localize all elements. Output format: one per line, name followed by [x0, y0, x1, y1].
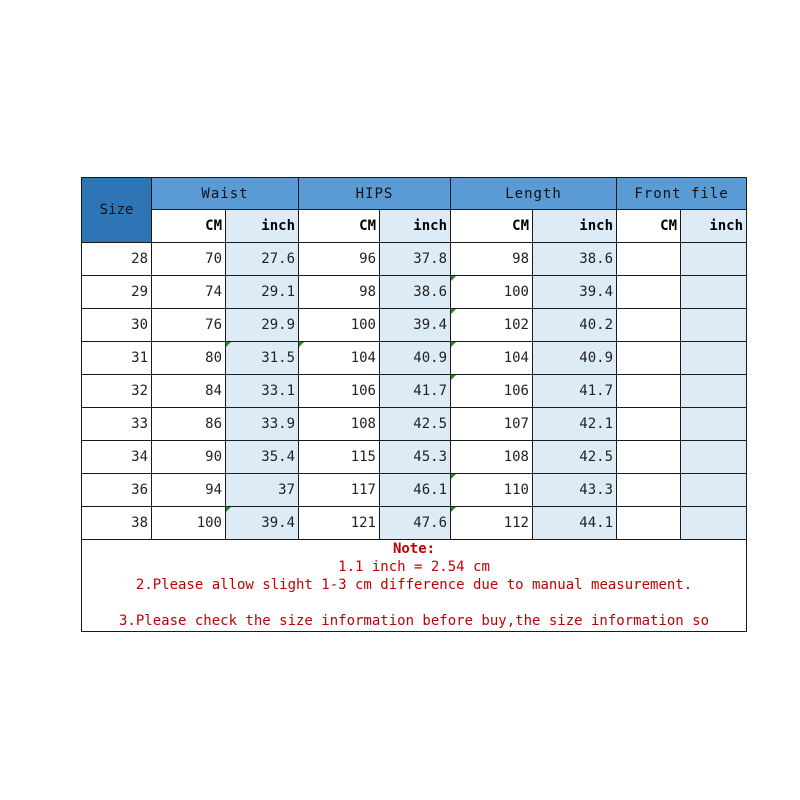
size-cell: 32 — [82, 375, 152, 408]
length-cm-cell: 102 — [451, 309, 533, 342]
front-file-inch-cell — [681, 408, 747, 441]
hips-inch-cell: 38.6 — [380, 276, 451, 309]
size-cell: 34 — [82, 441, 152, 474]
length-inch-cell: 39.4 — [533, 276, 617, 309]
comment-flag-icon — [226, 507, 231, 512]
hips-inch-cell: 40.9 — [380, 342, 451, 375]
size-chart — [81, 177, 746, 632]
waist-cm-cell: 70 — [152, 243, 226, 276]
hips-inch-cell: 47.6 — [380, 507, 451, 540]
front-file-cm-cell — [617, 375, 681, 408]
length-inch-cell: 42.1 — [533, 408, 617, 441]
waist-header: Waist — [152, 178, 299, 210]
front-file-cm-cell — [617, 474, 681, 507]
note-line-3: 3.Please check the size information before buy,the size information so — [119, 613, 710, 629]
waist-inch-header: inch — [226, 210, 299, 243]
front-file-cm-cell — [617, 243, 681, 276]
waist-cm-cell: 94 — [152, 474, 226, 507]
size-header: Size — [82, 178, 152, 243]
hips-cm-header: CM — [299, 210, 380, 243]
waist-inch-cell: 29.1 — [226, 276, 299, 309]
waist-inch-cell: 39.4 — [226, 507, 299, 540]
length-cm-cell: 108 — [451, 441, 533, 474]
hips-inch-cell: 42.5 — [380, 408, 451, 441]
size-cell: 28 — [82, 243, 152, 276]
hips-inch-cell: 45.3 — [380, 441, 451, 474]
front-file-inch-cell — [681, 474, 747, 507]
hips-inch-cell: 41.7 — [380, 375, 451, 408]
front-file-inch-header: inch — [681, 210, 747, 243]
size-cell: 31 — [82, 342, 152, 375]
length-cm-cell: 106 — [451, 375, 533, 408]
comment-flag-icon — [451, 474, 456, 479]
length-header: Length — [451, 178, 617, 210]
table-row — [82, 408, 747, 441]
waist-cm-cell: 74 — [152, 276, 226, 309]
length-inch-header: inch — [533, 210, 617, 243]
length-inch-cell: 38.6 — [533, 243, 617, 276]
waist-cm-cell: 100 — [152, 507, 226, 540]
hips-inch-cell: 46.1 — [380, 474, 451, 507]
front-file-cm-cell — [617, 276, 681, 309]
table-row — [82, 342, 747, 375]
hips-cm-cell: 106 — [299, 375, 380, 408]
size-cell: 33 — [82, 408, 152, 441]
size-cell: 30 — [82, 309, 152, 342]
size-table — [81, 177, 747, 632]
front-file-inch-cell — [681, 276, 747, 309]
front-file-inch-cell — [681, 342, 747, 375]
length-cm-cell: 98 — [451, 243, 533, 276]
length-inch-cell: 40.2 — [533, 309, 617, 342]
hips-cm-cell: 117 — [299, 474, 380, 507]
waist-cm-cell: 90 — [152, 441, 226, 474]
table-row — [82, 243, 747, 276]
size-cell: 38 — [82, 507, 152, 540]
comment-flag-icon — [451, 342, 456, 347]
note-line-1: 1.1 inch = 2.54 cm — [338, 559, 490, 575]
front-file-inch-cell — [681, 375, 747, 408]
front-file-cm-cell — [617, 309, 681, 342]
hips-cm-cell: 104 — [299, 342, 380, 375]
hips-inch-cell: 37.8 — [380, 243, 451, 276]
front-file-inch-cell — [681, 243, 747, 276]
waist-cm-header: CM — [152, 210, 226, 243]
waist-cm-cell: 84 — [152, 375, 226, 408]
waist-inch-cell: 27.6 — [226, 243, 299, 276]
hips-cm-cell: 121 — [299, 507, 380, 540]
hips-header: HIPS — [299, 178, 451, 210]
length-cm-cell: 107 — [451, 408, 533, 441]
comment-flag-icon — [451, 309, 456, 314]
length-cm-cell: 112 — [451, 507, 533, 540]
hips-cm-cell: 115 — [299, 441, 380, 474]
note-line-2: 2.Please allow slight 1-3 cm difference due to manual measurement. — [135, 577, 693, 593]
size-cell: 36 — [82, 474, 152, 507]
waist-inch-cell: 33.9 — [226, 408, 299, 441]
length-cm-header: CM — [451, 210, 533, 243]
waist-inch-cell: 29.9 — [226, 309, 299, 342]
comment-flag-icon — [451, 276, 456, 281]
hips-inch-cell: 39.4 — [380, 309, 451, 342]
waist-cm-cell: 76 — [152, 309, 226, 342]
comment-flag-icon — [451, 375, 456, 380]
waist-cm-cell: 80 — [152, 342, 226, 375]
hips-inch-header: inch — [380, 210, 451, 243]
waist-inch-cell: 37 — [226, 474, 299, 507]
length-cm-cell: 104 — [451, 342, 533, 375]
hips-cm-cell: 98 — [299, 276, 380, 309]
front-file-cm-cell — [617, 507, 681, 540]
length-inch-cell: 43.3 — [533, 474, 617, 507]
front-file-cm-cell — [617, 408, 681, 441]
comment-flag-icon — [299, 342, 304, 347]
table-row — [82, 276, 747, 309]
length-inch-cell: 42.5 — [533, 441, 617, 474]
size-cell: 29 — [82, 276, 152, 309]
note-title: Note: — [392, 541, 436, 557]
front-file-cm-header: CM — [617, 210, 681, 243]
front-file-header: Front file — [617, 178, 747, 210]
length-inch-cell: 41.7 — [533, 375, 617, 408]
comment-flag-icon — [451, 507, 456, 512]
table-row — [82, 441, 747, 474]
table-row — [82, 474, 747, 507]
waist-inch-cell: 33.1 — [226, 375, 299, 408]
front-file-inch-cell — [681, 507, 747, 540]
length-inch-cell: 44.1 — [533, 507, 617, 540]
notes-cell — [82, 540, 747, 632]
waist-inch-cell: 35.4 — [226, 441, 299, 474]
length-cm-cell: 110 — [451, 474, 533, 507]
waist-cm-cell: 86 — [152, 408, 226, 441]
comment-flag-icon — [226, 342, 231, 347]
hips-cm-cell: 100 — [299, 309, 380, 342]
length-cm-cell: 100 — [451, 276, 533, 309]
front-file-cm-cell — [617, 342, 681, 375]
table-row — [82, 375, 747, 408]
front-file-cm-cell — [617, 441, 681, 474]
length-inch-cell: 40.9 — [533, 342, 617, 375]
front-file-inch-cell — [681, 441, 747, 474]
hips-cm-cell: 96 — [299, 243, 380, 276]
table-row — [82, 309, 747, 342]
waist-inch-cell: 31.5 — [226, 342, 299, 375]
front-file-inch-cell — [681, 309, 747, 342]
table-row — [82, 507, 747, 540]
hips-cm-cell: 108 — [299, 408, 380, 441]
note-spacer — [85, 594, 743, 612]
table-body — [82, 243, 747, 540]
